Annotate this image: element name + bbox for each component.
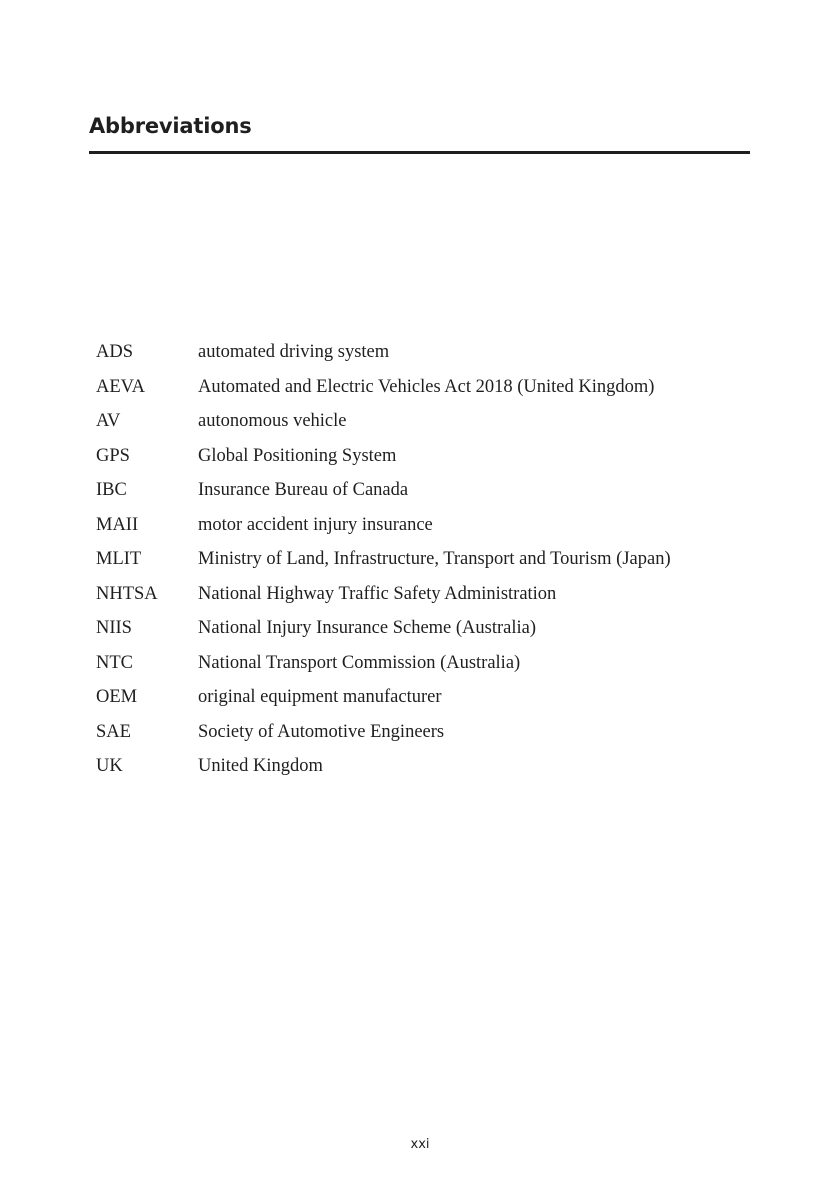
- abbreviation-definition: National Highway Traffic Safety Administration: [198, 583, 557, 604]
- abbreviation-term: NHTSA: [96, 583, 158, 604]
- abbreviation-row: [96, 577, 796, 612]
- abbreviation-term: OEM: [96, 687, 138, 707]
- abbreviation-definition: Insurance Bureau of Canada: [198, 480, 409, 500]
- abbreviation-term: MLIT: [96, 549, 142, 569]
- title-rule: [89, 151, 750, 154]
- abbreviation-definition: National Transport Commission (Australia): [198, 652, 521, 673]
- abbreviation-row: [96, 370, 796, 405]
- abbreviation-definition: United Kingdom: [198, 756, 323, 776]
- abbreviation-definition: automated driving system: [198, 342, 390, 362]
- abbreviation-term: SAE: [96, 721, 131, 742]
- abbreviation-definition: National Injury Insurance Scheme (Australia): [198, 618, 537, 638]
- page-number: xxi: [410, 1137, 430, 1152]
- abbreviation-definition: Society of Automotive Engineers: [198, 721, 445, 742]
- abbreviation-term: IBC: [96, 480, 127, 500]
- abbreviation-definition: Global Positioning System: [198, 445, 397, 466]
- abbreviation-row: [96, 335, 796, 370]
- abbreviation-row: [96, 542, 796, 577]
- abbreviation-term: GPS: [96, 445, 130, 466]
- abbreviation-row: [96, 508, 796, 543]
- abbreviation-row: [96, 680, 796, 715]
- abbreviation-definition: Ministry of Land, Infrastructure, Transport and Tourism (Japan): [198, 549, 671, 569]
- abbreviation-row: [96, 473, 796, 508]
- abbreviation-definition: motor accident injury insurance: [198, 514, 433, 535]
- abbreviation-row: [96, 439, 796, 474]
- abbreviation-term: ADS: [96, 342, 134, 362]
- abbreviation-term: UK: [96, 756, 123, 776]
- abbreviation-list: [96, 335, 796, 784]
- abbreviation-row: [96, 404, 796, 439]
- abbreviation-term: MAII: [96, 514, 139, 535]
- abbreviation-row: [96, 611, 796, 646]
- abbreviation-term: AV: [96, 411, 121, 431]
- abbreviation-row: [96, 646, 796, 681]
- abbreviation-term: NIIS: [96, 618, 132, 638]
- abbreviation-definition: Automated and Electric Vehicles Act 2018 (United Kingdom): [198, 376, 655, 397]
- abbreviation-row: [96, 749, 796, 784]
- abbreviation-row: [96, 715, 796, 750]
- page-title: Abbreviations: [89, 114, 252, 138]
- abbreviation-term: NTC: [96, 652, 133, 673]
- abbreviation-definition: original equipment manufacturer: [198, 687, 442, 707]
- abbreviation-term: AEVA: [96, 376, 145, 397]
- abbreviation-definition: autonomous vehicle: [198, 411, 347, 431]
